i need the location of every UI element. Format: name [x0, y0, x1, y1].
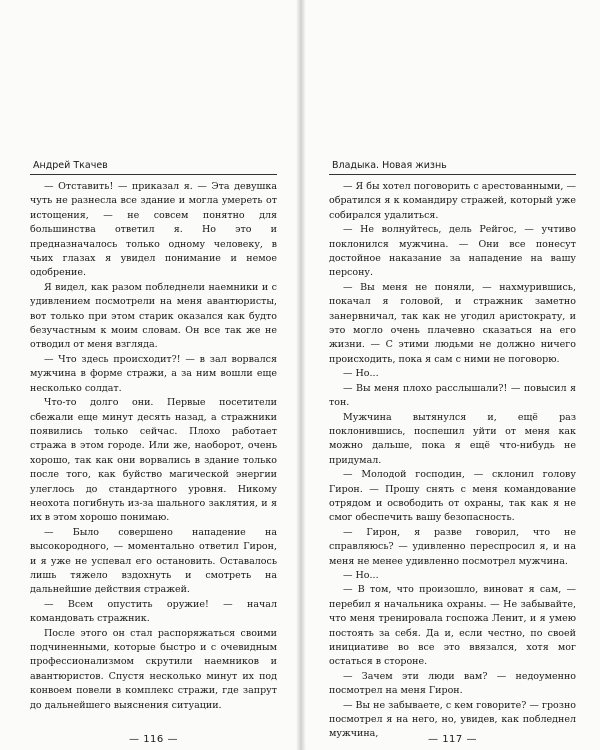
- paragraph: — Всем опустить оружие! — начал командовать стражник.: [30, 598, 277, 625]
- right-page-text: [329, 180, 576, 742]
- paragraph: — Что здесь происходит?! — в зал ворвался мужчина в форме стражи, а за ним вошли еще несколько солдат.: [30, 353, 277, 394]
- paragraph: — Но...: [343, 569, 379, 581]
- paragraph: — В том, что произошло, виноват я сам, — перебил я начальника охраны. — Не забывайте, что меня тренировала госпожа Ленит, и я умею постоять за себя. Да и, если честно, по своей инициативе во все это ввязался, хотя мог остаться в стороне.: [329, 584, 576, 668]
- paragraph: — Отставить! — приказал я. — Эта девушка чуть не разнесла все здание и могла умереть от истощения, — не совсем понятно для большинства ответил я. Но это и предназначалось только одному человеку, в чьих глазах я увидел понимание и немое одобрение.: [30, 181, 277, 279]
- paragraph: — Гирон, я разве говорил, что не справляюсь? — удивленно переспросил я, и на меня не менее удивленно посмотрел мужчина.: [329, 526, 576, 567]
- paragraph: — Вы меня не поняли, — нахмурившись, покачал я головой, и стражник заметно занервничал, так как не угодил аристократу, и это могло очень плачевно сказаться на его жизни. — С этими людьми не должно ничего происходить, пока я сам с ними не поговорю.: [329, 281, 576, 365]
- right-page: [329, 160, 576, 745]
- right-running-head: Владыка. Новая жизнь: [329, 160, 576, 175]
- left-page-text: [30, 180, 277, 713]
- paragraph: — Зачем эти люди вам? — недоуменно посмотрел на меня Гирон.: [329, 670, 576, 697]
- paragraph: Мужчина вытянулся и, ещё раз поклонившись, поспешил уйти от меня как можно дальше, пока я ещё что-нибудь не придумал.: [329, 411, 576, 466]
- paragraph: — Молодой господин, — склонил голову Гирон. — Прошу снять с меня командование отрядом и освободить от охраны, так как я не смог обеспечить вашу безопасность.: [329, 469, 576, 524]
- paragraph: — Было совершено нападение на высокородного, — моментально ответил Гирон, и я уже не успевал его остановить. Оставалось лишь тяжело вздохнуть и смотреть на дальнейшие действия стражей.: [30, 526, 277, 596]
- right-page-number: — 117 —: [428, 734, 477, 745]
- paragraph: — Вы не забываете, с кем говорите? — грозно посмотрел я на него, но, увидев, как побледнел мужчина,: [329, 699, 576, 740]
- paragraph: — Не волнуйтесь, дель Рейгос, — учтиво поклонился мужчина. — Они все понесут достойное наказание за нападение на вашу персону.: [329, 224, 576, 279]
- paragraph: Что-то долго они. Первые посетители сбежали еще минут десять назад, а стражники появились только сейчас. Плохо работает стража в этом городе. Или же, наоборот, очень хорошо, так как они ворвались в здание только после того, как буйство магической энергии улеглось до стандартного уровня. Никому неохота погибнуть из-за шального заклятия, и я их в этом хорошо понимаю.: [30, 397, 277, 524]
- book-gutter: [296, 0, 306, 750]
- paragraph: — Но...: [343, 368, 379, 380]
- paragraph: После этого он стал распоряжаться своими подчиненными, которые быстро и с очевидным профессионализмом скрутили наемников и авантюристов. Спустя несколько минут их под конвоем повели в комплекс стражи, где запрут до дальнейшего выяснения ситуации.: [30, 627, 277, 711]
- left-page-number: — 116 —: [129, 734, 178, 745]
- left-page: [30, 160, 277, 745]
- paragraph: — Вы меня плохо расслышали?! — повысил я тон.: [329, 382, 576, 409]
- paragraph: — Я бы хотел поговорить с арестованными, — обратился я к командиру стражей, который уже собирался удалиться.: [329, 181, 576, 221]
- paragraph: Я видел, как разом побледнели наемники и с удивлением посмотрели на меня авантюристы, вот только при этом старик оказался как будто безучастным к моим словам. Он все так же не отводил от меня взгляда.: [30, 281, 277, 351]
- left-running-head: Андрей Ткачев: [30, 160, 277, 175]
